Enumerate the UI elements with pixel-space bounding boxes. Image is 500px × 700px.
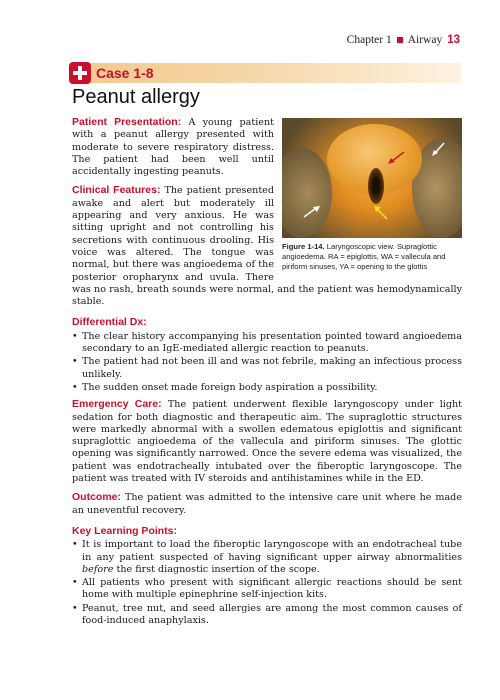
outcome-text: The patient was admitted to the intensive care unit where he made an uneventful recovery. [72,492,462,516]
key-learning-heading: Key Learning Points: [72,524,178,537]
clinical-features-text: The patient presented awake and alert but moderately ill appearing and very anxious. He was sitting upright and not controlling his secretions with continuous drooling. His voice was altered. The tongue was normal, but there was angioedema of the posterior oropharynx and uvula. There was no rash, breath sounds were normal, and the patient was hemodynamically stable. [72,185,462,308]
emergency-care-heading: Emergency Care: [72,398,162,411]
figure-caption-label: Figure 1-14. [282,242,325,251]
figure-caption-text: Laryngoscopic view. Supraglottic angioedema. RA = epiglottis, WA = vallecula and piriform sinuses, YA = opening to the glottis [282,242,446,271]
emphasis-before: before [82,563,114,575]
patient-presentation-heading: Patient Presentation: [72,116,182,128]
white-arrow-icon [302,204,322,220]
figure-caption [282,242,462,272]
case-title: Peanut allergy [72,86,200,108]
glottic-opening [368,168,384,204]
header-separator-square [397,37,403,43]
chapter-label: Chapter 1 [346,34,392,46]
figure [282,118,462,272]
key-learning-list [72,539,462,627]
list-item: • The sudden onset made foreign body aspiration a possibility. [72,382,462,394]
clinical-features-heading: Clinical Features: [72,184,161,197]
laryngoscopic-image [282,118,462,238]
list-item: • All patients who present with significant allergic reactions should be sent home with multiple epinephrine self-injection kits. [72,577,462,602]
red-cross-icon [69,62,91,84]
running-header [347,34,460,46]
page-number: 13 [447,34,460,46]
outcome-paragraph [72,491,462,517]
differential-list [72,331,462,394]
list-item: • Peanut, tree nut, and seed allergies are among the most common causes of food-induced anaphylaxis. [72,603,462,628]
case-banner [71,63,461,83]
case-body [72,116,462,631]
outcome-heading: Outcome: [72,491,122,504]
list-item: • The clear history accompanying his presentation pointed toward angioedema secondary to an IgE-mediated allergic reaction to peanuts. [72,331,462,356]
list-item: • It is important to load the fiberoptic laryngoscope with an endotracheal tube in any patient suspected of having significant upper airway abnormalities before the first diagnostic insertion of the scope. [72,539,462,576]
section-label: Airway [407,34,443,46]
white-arrow-icon [430,140,448,158]
case-label: Case 1-8 [96,65,154,81]
emergency-care-paragraph [72,398,462,485]
patient-presentation-text: A young patient with a peanut allergy presented with moderate to severe respiratory distress. The patient had been well until accidentally ingesting peanuts. [72,117,274,178]
differential-heading: Differential Dx: [72,316,147,329]
yellow-arrow-icon [372,204,390,222]
list-item: • The patient had not been ill and was not febrile, making an infectious process unlikely. [72,356,462,381]
red-arrow-icon [386,150,406,166]
emergency-care-text: The patient underwent flexible laryngoscopy under light sedation for both diagnostic and therapeutic aim. The supraglottic structures were markedly abnormal with a swollen edematous epiglottis and significant supraglottic angioedema of the vallecula and piriform sinuses. The glottic opening was significantly narrowed. Once the severe edema was visualized, the patient was endotracheally intubated over the fiberoptic laryngoscope. The patient was treated with IV steroids and antihistamines while in the ED. [72,399,463,485]
